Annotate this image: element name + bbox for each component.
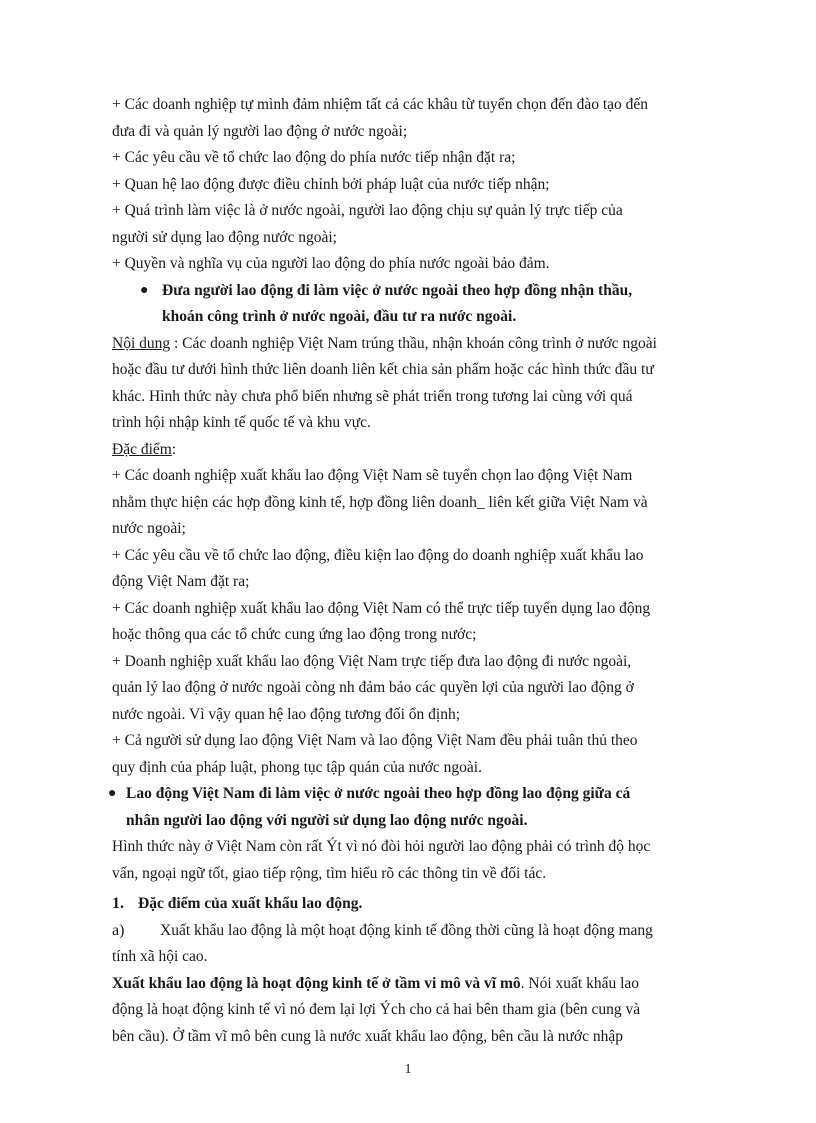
paragraph: + Cả người sử dụng lao động Việt Nam và lao động Việt Nam đều phải tuân thủ theo quy định của pháp luật, phong tục tập quán của nước ngoài.: [112, 732, 638, 776]
document-page: [108, 92, 739, 1050]
page-number: 1: [404, 1062, 412, 1077]
heading-number: 1.: [112, 895, 124, 912]
paragraph-last: [112, 971, 739, 1051]
item-text: Xuất khẩu lao động là một hoạt động kinh tế đồng thời cũng là hoạt động mang tính xã hội cao.: [112, 921, 653, 965]
paragraph: Hình thức này ở Việt Nam còn rất Ýt vì nó đòi hỏi người lao động phải có trình độ học vấn, ngoại ngữ tốt, giao tiếp rộng, tìm hiểu rõ các thông tin về đối tác.: [112, 838, 651, 882]
bullet-text: Lao động Việt Nam đi làm việc ở nước ngoài theo hợp đồng lao động giữa cá nhân người lao động với người sử dụng lao động nước ngoài.: [126, 785, 631, 829]
paragraph: + Quyền và nghĩa vụ của người lao động do phía nước ngoài bảo đảm.: [112, 255, 550, 272]
paragraph: + Các yêu cầu về tổ chức lao động, điều kiện lao động do doanh nghiệp xuất khẩu lao động Việt Nam đặt ra;: [112, 546, 644, 590]
section-heading: [112, 891, 739, 918]
colon: :: [171, 440, 177, 458]
label-noi-dung: Nội dung: [112, 334, 171, 352]
bullet-heading: [112, 278, 739, 331]
paragraph: + Các yêu cầu về tổ chức lao động do phía nước tiếp nhận đặt ra;: [112, 149, 516, 166]
paragraph: + Các doanh nghiệp tự mình đảm nhiệm tất cả các khâu từ tuyển chọn đến đào tạo đến đưa đi và quản lý người lao động ở nước ngoài;: [112, 96, 649, 140]
paragraph-dac-diem: [112, 437, 739, 464]
paragraph: + Các doanh nghiệp xuất khẩu lao động Việt Nam có thể trực tiếp tuyển dụng lao động hoặc thông qua các tổ chức cung ứng lao động trong nước;: [112, 599, 651, 643]
paragraph-noi-dung: [112, 331, 739, 437]
bold-lead: Xuất khẩu lao động là hoạt động kinh tế ở tầm vi mô và vĩ mô: [112, 974, 521, 992]
paragraph-text: . Nói xuất khẩu lao động là hoạt động kinh tế vì nó đem lại lợi Ých cho cả hai bên tham gia (bên cung và bên cầu). Ở tầm vĩ mô bên cung là nước xuất khẩu lao động, bên cầu là nước nhập: [112, 974, 641, 1045]
bullet-text: Đưa người lao động đi làm việc ở nước ngoài theo hợp đồng nhận thầu, khoán công trình ở nước ngoài, đầu tư ra nước ngoài.: [162, 281, 633, 325]
item-letter: a): [112, 921, 125, 939]
bullet-dot-icon: ●: [108, 786, 117, 801]
paragraph-a: [112, 918, 739, 971]
bullet-heading: [108, 781, 739, 834]
paragraph: + Quá trình làm việc là ở nước ngoài, người lao động chịu sự quản lý trực tiếp của người sử dụng lao động nước ngoài;: [112, 202, 623, 246]
paragraph: + Doanh nghiệp xuất khẩu lao động Việt Nam trực tiếp đưa lao động đi nước ngoài, quản lý lao động ở nước ngoài còng nh đảm bảo các quyền lợi của người lao động ở nước ngoài. Vì vậy quan hệ lao động tương đối ổn định;: [112, 652, 634, 723]
bullet-dot-icon: ●: [140, 282, 149, 298]
label-dac-diem: Đặc điểm: [112, 440, 172, 458]
paragraph: + Quan hệ lao động được điều chỉnh bởi pháp luật của nước tiếp nhận;: [112, 175, 550, 193]
paragraph: + Các doanh nghiệp xuất khẩu lao động Việt Nam sẽ tuyển chọn lao động Việt Nam nhằm thực hiện các hợp đồng kinh tế, hợp đồng liên doanh_ liên kết giữa Việt Nam và nước ngoài;: [112, 467, 648, 537]
noi-dung-text: : Các doanh nghiệp Việt Nam trúng thầu, nhận khoán công trình ở nước ngoài hoặc đầu tư dưới hình thức liên doanh liên kết chia sản phẩm hoặc các hình thức đầu tư khác. Hình thức này chưa phổ biến nhưng sẽ phát triển trong tương lai cùng với quá trình hội nhập kinh tế quốc tế và khu vực.: [112, 334, 657, 431]
heading-text: Đặc điểm của xuất khẩu lao động.: [138, 895, 363, 912]
